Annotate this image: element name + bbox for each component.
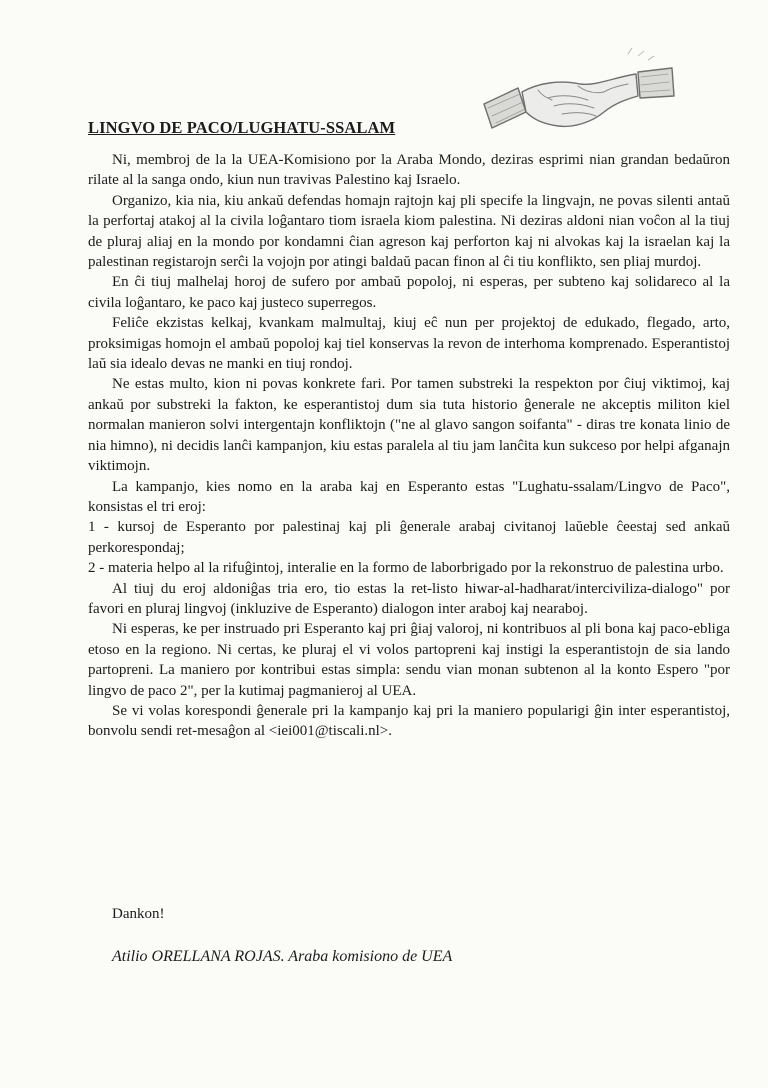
paragraph-third-item: Al tiuj du eroj aldoniĝas tria ero, tio estas la ret-listo hiwar-al-hadharat/interciviliza-dialogo" por favori en pluraj lingvoj (inkluzive de Esperanto) dialogon inter araboj kaj nearaboj. [88,580,730,617]
paragraph-dark-hours: En ĉi tiuj malhelaj horoj de sufero por ambaŭ popoloj, ni esperas, per subteno kaj solidareco al la civila loĝantaro, ke paco kaj justeco superregos. [88,274,730,311]
paragraph-organization: Organizo, kia nia, kiu ankaŭ defendas homajn rajtojn kaj pli specife la lingvajn, ne povas silenti antaŭ la perfortaj atakoj al la civila loĝantaro tiom israela kiom palestina. Ni deziras aldoni nian voĉon al la tiuj de pluraj aliaj en la mondo por kondamni ĉian agreson kaj perforton kaj ni alvokas kaj la israelan kaj la palestinan registarojn serĉi la vojojn por atingi baldaŭ pacan finon al ĉi tiu konflikto, sen pliaj murdoj. [88,192,730,271]
paragraph-contact: Se vi volas korespondi ĝenerale pri la kampanjo kaj pri la maniero popularigi ĝin inter esperantistoj, bonvolu sendi ret-mesaĝon al <iei001@tiscali.nl>. [88,702,730,740]
handshake-icon [478,42,678,142]
list-item-material-help: 2 - materia helpo al la rifuĝintoj, interalie en la formo de laborbrigado por la rekonstruo de palestina urbo. [88,560,724,577]
paragraph-campaign-name: La kampanjo, kies nomo en la araba kaj en Esperanto estas "Lughatu-ssalam/Lingvo de Paco", konsistas el tri eroj: [88,478,730,515]
document-body [88,150,730,742]
paragraph-projects: Feliĉe ekzistas kelkaj, kvankam malmultaj, kiuj eĉ nun per projektoj de edukado, flegado, arto, proksimigas homojn el ambaŭ popoloj kaj tiel konservas la revon de interhoma komprenado. Esperantistoj laŭ sia idealo devas ne manki en tiuj rondoj. [88,315,730,373]
list-item-courses: 1 - kursoj de Esperanto por palestinaj kaj pli ĝenerale arabaj civitanoj laŭeble ĉeestaj sed ankaŭ perkorespondaj; [88,519,730,556]
document-title: LINGVO DE PACO/LUGHATU-SSALAM [88,118,396,137]
signature: Atilio ORELLANA ROJAS. Araba komisiono de UEA [112,948,453,965]
paragraph-contribute: Ni esperas, ke per instruado pri Esperanto kaj pri ĝiaj valoroj, ni kontribuos al pli bona kaj paco-ebliga etoso en la regiono. Ni certas, ke pluraj el vi volos partopreni kaj instigi la esperantistojn de sia lando partopreni. La maniero por kontribui estas simpla: sendu vian monan subtenon al la konto Espero "por lingvo de paco 2", per la kutimaj pagmanieroj al UEA. [88,621,730,699]
paragraph-campaign: Ne estas multo, kion ni povas konkrete fari. Por tamen substreki la respekton por ĉiuj viktimoj, kaj ankaŭ por substreki la fakton, ke esperantistoj dum sia tuta historio ĝenerale ne akceptis militon kiel normalan manieron solvi intergentajn konfliktojn ("ne al glavo sangon soifanta" - diras tre konata linio de nia himno), ni decidis lanĉi kampanjon, kiu estas paralela al tiu jam lanĉita kun sukceso por helpi afganajn viktimojn. [88,376,730,475]
closing-thanks: Dankon! [112,906,165,922]
paragraph-intro: Ni, membroj de la la UEA-Komisiono por la Araba Mondo, deziras esprimi nian grandan bedaŭron rilate al la sanga ondo, kiun nun travivas Palestino kaj Israelo. [88,152,730,189]
